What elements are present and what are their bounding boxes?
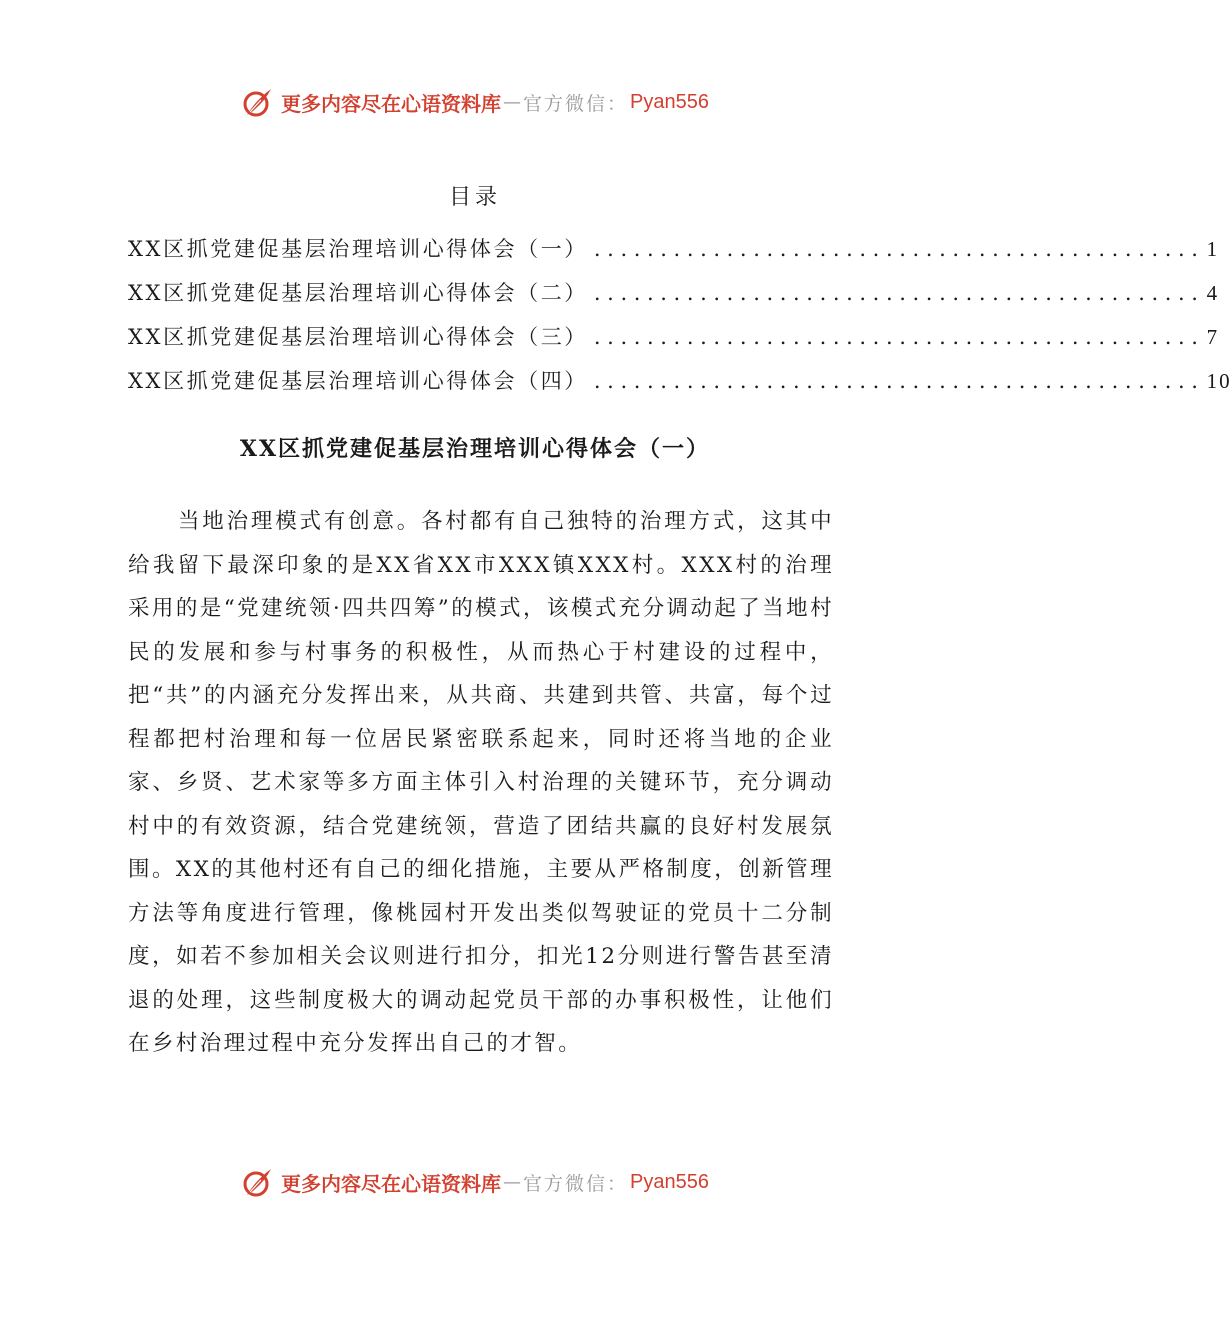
- banner-lead-text: 更多内容尽在心语资料库: [281, 1171, 501, 1196]
- toc-leader-dots: ..............................................: [593, 237, 1205, 261]
- article-title: XX区抓党建促基层治理培训心得体会（一）: [239, 436, 711, 462]
- article-paragraph: 当地治理模式有创意。各村都有自己独特的治理方式，这其中给我留下最深印象的是XX省XX市XXX镇XXX村。XXX村的治理采用的是“党建统领·四共四筹”的模式，该模式充分调动起了当地村民的发展和参与村事务的积极性，从而热心于村建设的过程中，把“共”的内涵充分发挥出来，从共商、共建到共管、共富，每个过程都把村治理和每一位居民紧密联系起来，同时还将当地的企业家、乡贤、艺术家等多方面主体引入村治理的关键环节，充分调动村中的有效资源，结合党建统领，营造了团结共赢的良好村发展氛围。XX的其他村还有自己的细化措施，主要从严格制度，创新管理方法等角度进行管理，像桃园村开发出类似驾驶证的党员十二分制度，如若不参加相关会议则进行扣分，扣光12分则进行警告甚至清退的处理，这些制度极大的调动起党员干部的办事积极性，让他们在乡村治理过程中充分发挥出自己的才智。: [128, 509, 834, 1056]
- banner-separator: —: [503, 1171, 521, 1193]
- banner-separator: —: [503, 91, 521, 113]
- toc-entry-page: 1: [1206, 237, 1220, 261]
- toc-leader-dots: ..............................................: [593, 281, 1205, 305]
- banner-lead-text: 更多内容尽在心语资料库: [281, 91, 501, 116]
- toc-entry[interactable]: [128, 233, 1220, 277]
- watermark-banner-bottom: [0, 1162, 950, 1202]
- banner-wechat-id: Pyan556: [630, 1170, 709, 1193]
- toc-heading: 目录: [448, 185, 501, 210]
- toc-entry-page: 4: [1206, 281, 1220, 305]
- toc-entry-title: XX区抓党建促基层治理培训心得体会（一）: [128, 237, 588, 261]
- quill-logo-icon: [241, 1165, 275, 1199]
- toc-entry-title: XX区抓党建促基层治理培训心得体会（四）: [128, 369, 588, 393]
- toc-entry-title: XX区抓党建促基层治理培训心得体会（二）: [128, 281, 588, 305]
- toc-entry[interactable]: [128, 277, 1220, 321]
- toc-leader-dots: ..............................................: [593, 325, 1205, 349]
- toc-entry-page: 7: [1206, 325, 1220, 349]
- banner-wechat-id: Pyan556: [630, 90, 709, 113]
- table-of-contents: [128, 233, 1232, 409]
- toc-entry-title: XX区抓党建促基层治理培训心得体会（三）: [128, 325, 588, 349]
- toc-entry-page: 10: [1206, 369, 1232, 393]
- toc-leader-dots: ..............................................: [593, 369, 1205, 393]
- toc-entry[interactable]: [128, 321, 1220, 365]
- watermark-banner-top: [0, 82, 950, 122]
- toc-entry[interactable]: [128, 365, 1232, 409]
- banner-wechat-label: 官方微信：: [523, 92, 629, 115]
- quill-logo-icon: [241, 85, 275, 119]
- banner-wechat-label: 官方微信：: [523, 1172, 629, 1195]
